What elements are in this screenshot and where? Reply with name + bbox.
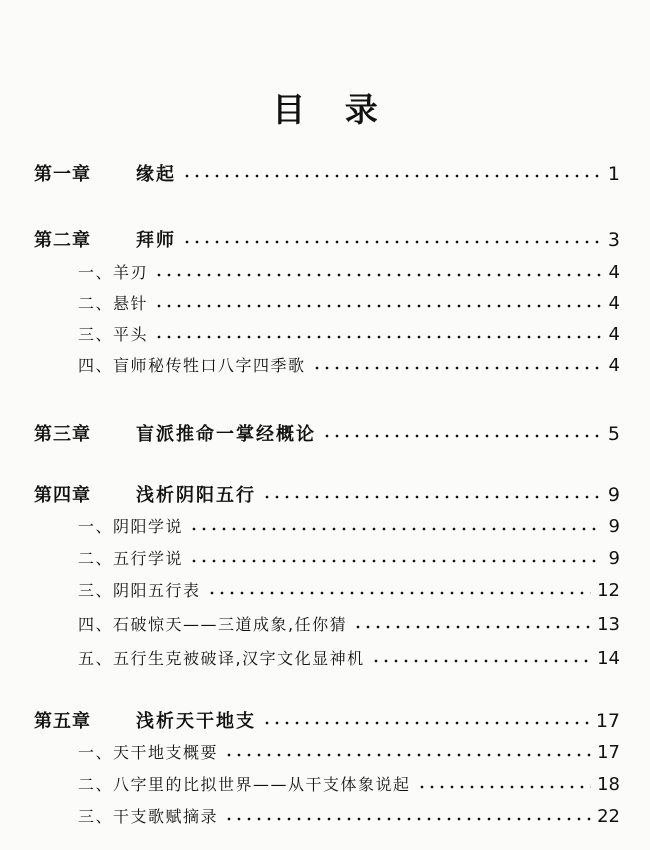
page-number: 1 [607,163,620,185]
chapter-title: 盲派推命一掌经概论 [136,424,316,445]
section-title: 三、阴阳五行表 [78,581,201,600]
page-number: 9 [608,516,620,537]
section-title: 一、阴阳学说 [78,517,184,536]
toc-section-2-4[interactable] [78,353,620,376]
page-number: 4 [608,355,620,376]
chapter-number: 第一章 [34,164,91,185]
toc-section-4-2[interactable] [78,546,620,569]
section-title: 一、天干地支概要 [78,743,219,762]
toc-section-4-1[interactable] [78,514,620,537]
section-title: 二、五行学说 [78,549,184,568]
dot-leader [417,785,592,789]
toc-section-4-4[interactable] [78,612,620,635]
toc-section-5-3[interactable] [78,804,620,827]
toc-section-2-3[interactable] [78,322,620,345]
page-number: 5 [607,423,620,445]
dot-leader [262,495,602,499]
page-title: 目 录 [272,90,392,129]
page-number: 18 [597,774,620,795]
section-title: 一、羊刃 [78,263,149,282]
chapter-title: 缘起 [136,164,176,185]
section-title: 四、盲师秘传牲口八字四季歌 [78,356,306,375]
toc-section-5-2[interactable] [78,772,620,795]
section-title: 三、干支歌赋摘录 [78,807,219,826]
dot-leader [182,174,602,178]
page-number: 12 [597,580,620,601]
dot-leader [312,366,602,370]
page-number: 4 [608,324,620,345]
chapter-number: 第二章 [34,230,91,251]
toc-section-2-2[interactable] [78,291,620,314]
page-number: 22 [597,806,620,827]
toc-chapter-3[interactable] [34,420,620,446]
page-number: 4 [608,293,620,314]
toc-chapter-1[interactable] [34,160,620,186]
toc-chapter-5[interactable] [34,707,620,733]
dot-leader [182,240,602,244]
page-number: 17 [597,742,620,763]
section-title: 二、悬针 [78,294,149,313]
page-number: 13 [597,614,620,635]
section-title: 三、平头 [78,325,149,344]
page-number: 17 [595,710,620,732]
dot-leader [322,434,602,438]
section-title: 五、五行生克被破译,汉字文化显神机 [78,649,365,668]
dot-leader [224,753,591,757]
chapter-title: 浅析阴阳五行 [136,485,256,506]
section-title: 四、石破惊天——三道成象,任你猜 [78,615,348,634]
dot-leader [189,559,602,563]
toc-section-2-1[interactable] [78,260,620,283]
dot-leader [371,659,592,663]
dot-leader [353,625,591,629]
chapter-number: 第三章 [34,424,91,445]
dot-leader [262,721,590,725]
dot-leader [154,273,602,277]
toc-chapter-4[interactable] [34,481,620,507]
dot-leader [154,304,602,308]
page-number: 4 [608,262,620,283]
section-title: 二、八字里的比拟世界——从干支体象说起 [78,775,411,794]
toc-section-4-3[interactable] [78,578,620,601]
chapter-title: 浅析天干地支 [136,711,256,732]
page-number: 9 [608,548,620,569]
dot-leader [207,591,592,595]
dot-leader [189,527,602,531]
toc-section-4-5[interactable] [78,646,620,669]
page-number: 14 [597,648,620,669]
dot-leader [224,817,591,821]
chapter-number: 第五章 [34,711,91,732]
dot-leader [154,335,602,339]
page-number: 3 [607,229,620,251]
toc-section-5-1[interactable] [78,740,620,763]
chapter-title: 拜师 [136,230,176,251]
chapter-number: 第四章 [34,485,91,506]
toc-chapter-2[interactable] [34,226,620,252]
page-number: 9 [607,484,620,506]
